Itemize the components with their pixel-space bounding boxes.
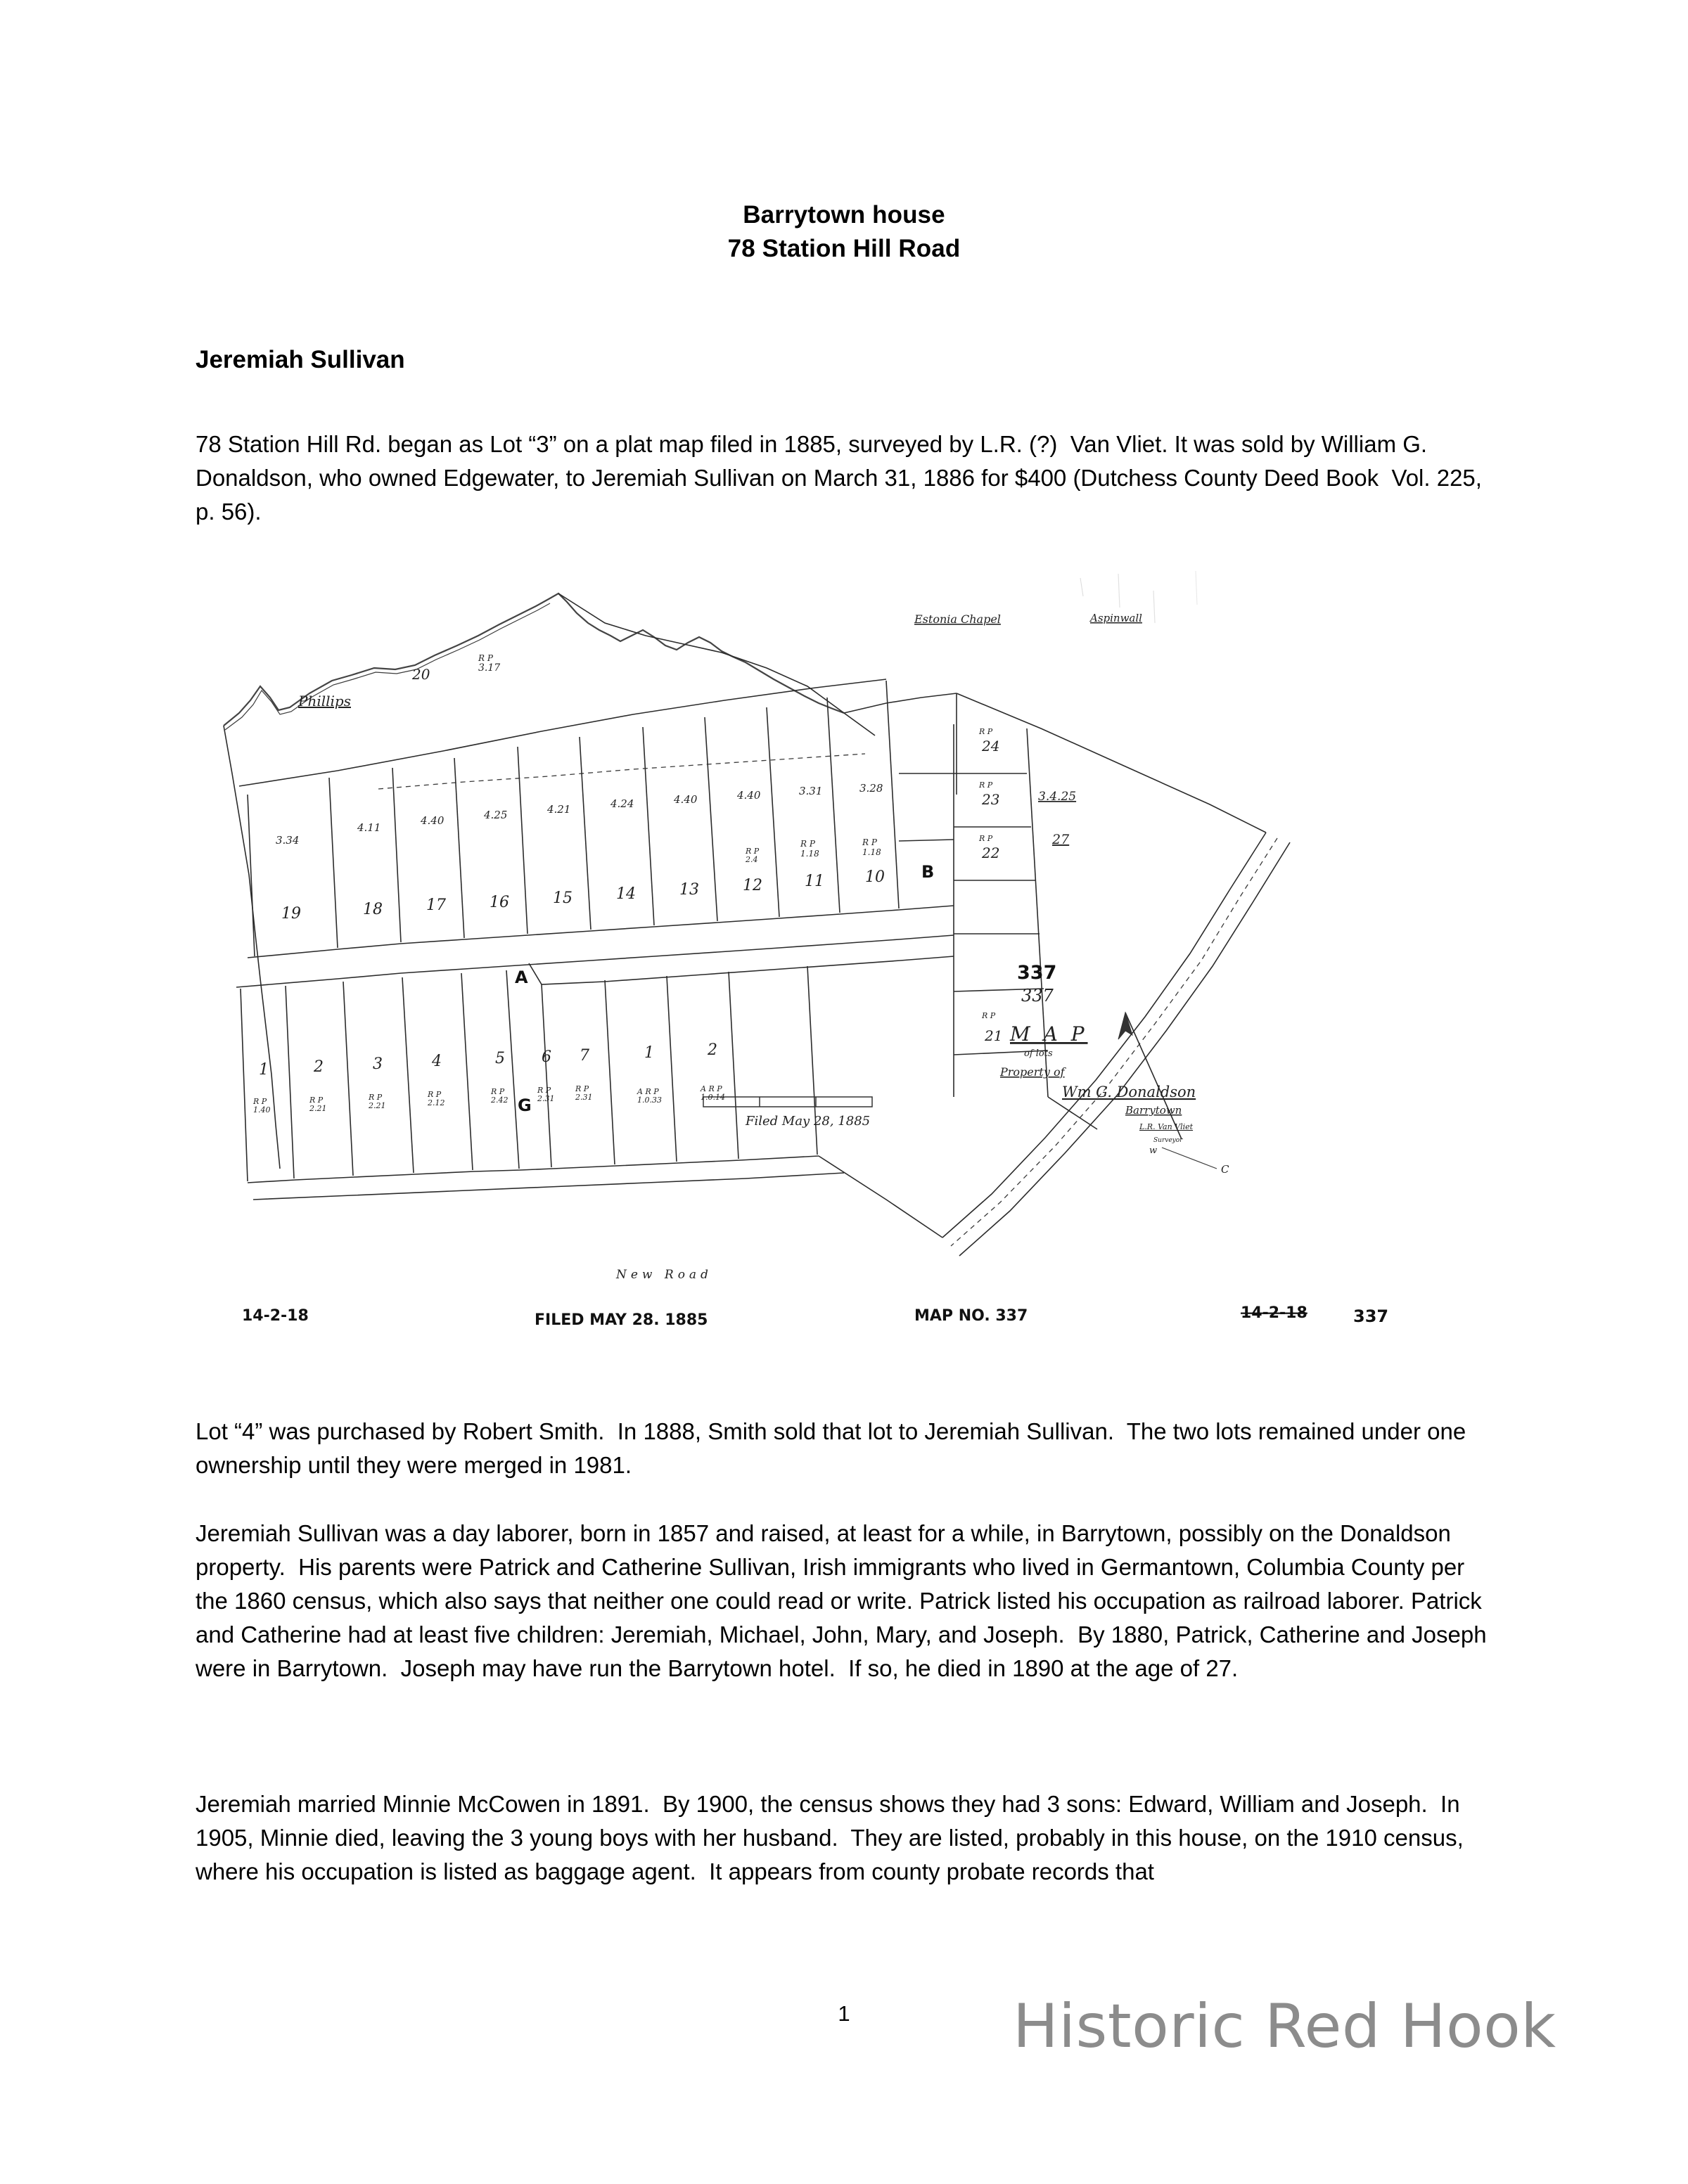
svg-text:M A P: M A P: [1010, 1022, 1088, 1046]
paragraph-biography: Jeremiah Sullivan was a day laborer, born in 1857 and raised, at least for a while, in Barrytown, possibly on the Donaldson property. His parents were Patrick and Catherine Sullivan, Irish immigrants who lived in Germantown, Columbia County per the 1860 census, which also says that neither one could read or write. Patrick listed his occupation as railroad laborer. Patrick and Catherine had at least five children: Jeremiah, Michael, John, Mary, and Joseph. By 1880, Patrick, Catherine and Joseph were in Barrytown. Joseph may have run the Barrytown hotel. If so, he died in 1890 at the age of 27.: [196, 1520, 1493, 1681]
svg-text:2.31: 2.31: [575, 1093, 593, 1102]
svg-text:337: 337: [1353, 1306, 1389, 1326]
section-heading-wrap: [196, 345, 1490, 375]
svg-text:w: w: [1149, 1145, 1158, 1156]
svg-text:3.28: 3.28: [859, 782, 883, 795]
paragraph-2-wrap: [196, 1415, 1490, 1482]
map-lot-number: 24: [982, 738, 1000, 754]
svg-text:FILED MAY 28. 1885: FILED MAY 28. 1885: [535, 1311, 708, 1329]
svg-text:3.17: 3.17: [478, 662, 501, 674]
svg-text:R P: R P: [800, 839, 815, 849]
svg-text:R P: R P: [746, 847, 760, 856]
map-lot-number: 2: [708, 1041, 717, 1059]
svg-text:14-2-18: 14-2-18: [1241, 1304, 1307, 1322]
svg-text:4.40: 4.40: [674, 793, 698, 806]
svg-text:3.34: 3.34: [276, 834, 300, 847]
svg-text:of lots: of lots: [1024, 1048, 1053, 1059]
map-edge-labels: [298, 612, 1142, 1282]
svg-text:Surveyor: Surveyor: [1153, 1137, 1183, 1144]
svg-text:27: 27: [1052, 832, 1070, 847]
map-lot-number: 22: [982, 844, 1000, 861]
map-lot-number: 14: [616, 885, 636, 903]
watermark-historic-red-hook: Historic Red Hook: [1013, 1991, 1556, 2062]
svg-text:R P: R P: [491, 1087, 505, 1096]
svg-text:New Road: New Road: [616, 1268, 712, 1282]
svg-text:2.21: 2.21: [309, 1104, 327, 1113]
svg-text:3.4.25: 3.4.25: [1038, 790, 1077, 804]
svg-text:R P: R P: [369, 1093, 383, 1102]
paragraph-intro: 78 Station Hill Rd. began as Lot “3” on a plat map filed in 1885, surveyed by L.R. (?) Van Vliet. It was sold by William G. Donaldson, who owned Edgewater, to Jeremiah Sullivan on March 31, 1886 for $400 (Dutchess County Deed Book Vol. 225, p. 56).: [196, 431, 1489, 525]
svg-text:R P: R P: [862, 837, 877, 847]
svg-text:MAP NO. 337: MAP NO. 337: [914, 1307, 1028, 1325]
map-lot-number: 23: [982, 791, 1000, 808]
map-lot-number: 1: [259, 1061, 269, 1079]
svg-text:337: 337: [1021, 986, 1054, 1006]
svg-text:L.R. Van Vliet: L.R. Van Vliet: [1139, 1122, 1194, 1131]
paragraph-1-wrap: [196, 428, 1490, 529]
map-lot-number: 18: [363, 901, 383, 918]
svg-text:R P: R P: [253, 1097, 267, 1106]
map-lot-number: 2: [314, 1058, 324, 1076]
map-lot-number: 19: [281, 905, 301, 923]
svg-text:R P: R P: [979, 727, 993, 736]
svg-text:R P: R P: [575, 1084, 589, 1093]
paragraph-lot4: Lot “4” was purchased by Robert Smith. In 1888, Smith sold that lot to Jeremiah Sullivan. The two lots remained under one ownership until they were merged in 1981.: [196, 1418, 1473, 1478]
map-corner-marker: G: [518, 1096, 532, 1115]
svg-text:Aspinwall: Aspinwall: [1090, 612, 1142, 624]
svg-text:A R P: A R P: [701, 1084, 722, 1093]
svg-text:1.40: 1.40: [253, 1105, 271, 1115]
svg-text:4.40: 4.40: [421, 814, 445, 827]
plat-map-drawing: [211, 563, 1491, 1371]
map-lot-number: 10: [865, 868, 885, 886]
svg-text:Wm G. Donaldson: Wm G. Donaldson: [1062, 1084, 1196, 1100]
map-corner-marker: B: [921, 862, 935, 882]
svg-text:2.42: 2.42: [491, 1096, 509, 1105]
title-line-2: 78 Station Hill Road: [727, 235, 961, 262]
svg-text:R P: R P: [979, 834, 993, 843]
svg-text:A R P: A R P: [637, 1087, 659, 1096]
svg-text:R P: R P: [982, 1011, 996, 1020]
svg-text:R P: R P: [309, 1096, 324, 1105]
svg-text:2.31: 2.31: [537, 1094, 555, 1103]
svg-text:1.0.33: 1.0.33: [637, 1096, 662, 1105]
svg-text:20: 20: [412, 666, 430, 683]
map-lot-number: 16: [490, 894, 509, 911]
title-line-1: Barrytown house: [743, 201, 945, 229]
svg-text:Barrytown: Barrytown: [1125, 1104, 1182, 1117]
map-lot-number: 1: [644, 1044, 654, 1062]
svg-text:4.24: 4.24: [610, 797, 634, 810]
svg-text:3.31: 3.31: [799, 785, 823, 797]
map-lot-number: 12: [743, 877, 762, 894]
page-section-heading: Jeremiah Sullivan: [196, 346, 405, 373]
svg-text:Phillips: Phillips: [298, 693, 351, 709]
map-lot-number: 3: [373, 1055, 383, 1073]
map-lot-number: 13: [679, 881, 699, 899]
paragraph-3-wrap: [196, 1517, 1493, 1685]
svg-text:2.12: 2.12: [428, 1098, 445, 1107]
svg-text:R P: R P: [979, 781, 993, 790]
map-lot-number: 6: [542, 1048, 551, 1066]
map-lot-number: 17: [426, 897, 446, 914]
svg-text:4.25: 4.25: [484, 809, 508, 821]
svg-text:Filed May 28, 1885: Filed May 28, 1885: [746, 1114, 871, 1129]
svg-text:2.4: 2.4: [746, 855, 758, 864]
map-lot-number: 15: [553, 889, 573, 907]
svg-text:4.40: 4.40: [737, 789, 761, 802]
svg-text:1.0.14: 1.0.14: [701, 1093, 725, 1102]
map-corner-marker: A: [515, 968, 528, 987]
map-lot-number: 5: [495, 1050, 505, 1067]
map-scale-bar: [703, 1097, 872, 1107]
svg-text:1.18: 1.18: [862, 847, 881, 857]
svg-text:C: C: [1221, 1163, 1229, 1176]
svg-text:R P: R P: [537, 1086, 551, 1095]
svg-text:4.21: 4.21: [547, 803, 571, 816]
map-lot-number: 21: [985, 1027, 1003, 1044]
paragraph-marriage: Jeremiah married Minnie McCowen in 1891. By 1900, the census shows they had 3 sons: Edward, William and Joseph. In 1905, Minnie died, leaving the 3 young boys with her husband. They are listed, probably in this house, on the 1910 census, where his occupation is listed as baggage agent. It appears from county probate records that: [196, 1791, 1470, 1884]
plat-map-figure: [211, 563, 1491, 1371]
svg-text:1.18: 1.18: [800, 849, 819, 859]
map-bottom-annotations: [242, 1304, 1388, 1329]
svg-text:Property of: Property of: [1000, 1065, 1065, 1079]
svg-text:337: 337: [1017, 962, 1057, 984]
map-lot-number: 7: [580, 1047, 589, 1065]
svg-text:2.21: 2.21: [369, 1101, 386, 1110]
svg-text:R P: R P: [428, 1090, 442, 1099]
svg-text:14-2-18: 14-2-18: [242, 1307, 309, 1325]
svg-text:R P: R P: [478, 653, 493, 663]
map-lot-number: 4: [432, 1053, 442, 1070]
paragraph-4-wrap: [196, 1787, 1490, 1889]
page-number: 1: [838, 2001, 850, 2026]
document-title: [0, 198, 1688, 266]
map-lot-number: 11: [805, 873, 824, 890]
svg-text:4.11: 4.11: [357, 821, 381, 834]
svg-text:Estonia Chapel: Estonia Chapel: [914, 612, 1001, 626]
